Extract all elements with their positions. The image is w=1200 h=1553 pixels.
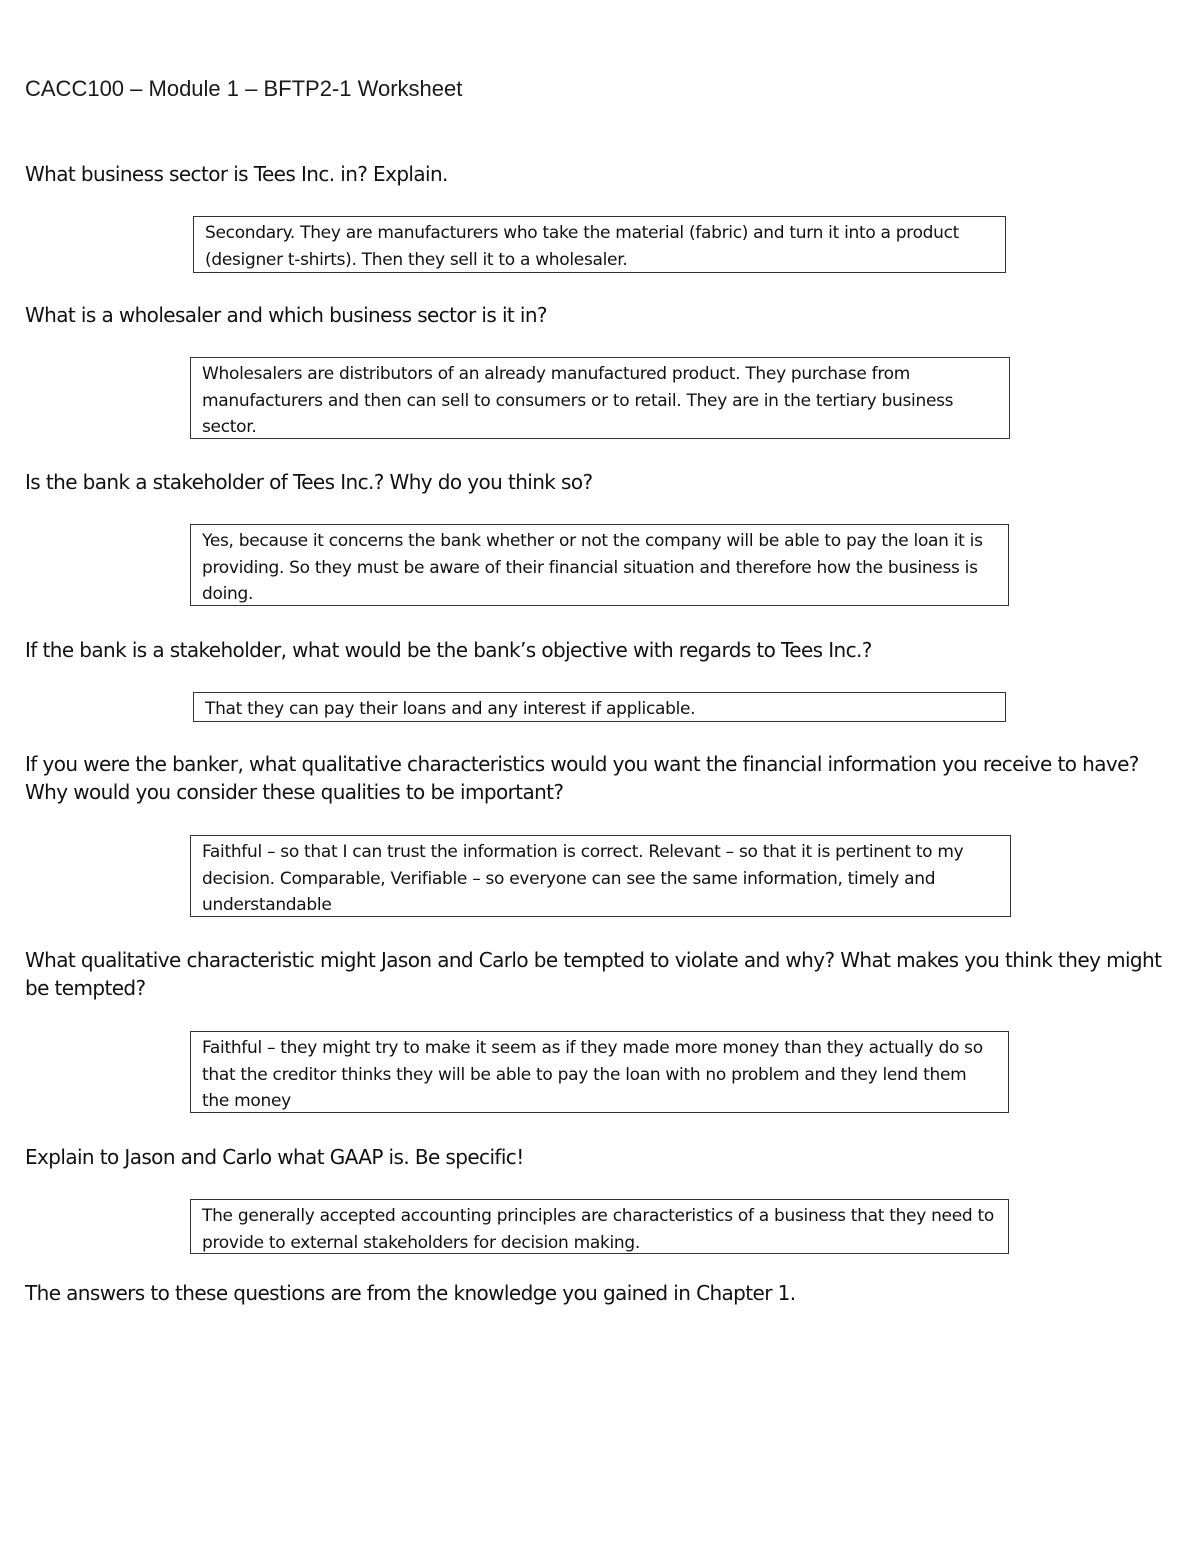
answer-box-6: [190, 1031, 1009, 1113]
answer-box-5: [190, 835, 1011, 917]
question-3: Is the bank a stakeholder of Tees Inc.? Why do you think so?: [25, 470, 593, 494]
answer-text-5: Faithful – so that I can trust the information is correct. Relevant – so that it is pertinent to my decision. Comparable, Verifiable – so everyone can see the same information, timely and understandable: [202, 842, 964, 915]
document-title: CACC100 – Module 1 – BFTP2-1 Worksheet: [25, 76, 463, 101]
answer-text-2: Wholesalers are distributors of an already manufactured product. They purchase from manufacturers and then can sell to consumers or to retail. They are in the tertiary business sector.: [202, 364, 954, 437]
answer-text-3: Yes, because it concerns the bank whether or not the company will be able to pay the loan it is providing. So they must be aware of their financial situation and therefore how the business is doing.: [202, 531, 983, 604]
question-1: What business sector is Tees Inc. in? Explain.: [25, 162, 448, 186]
question-4: If the bank is a stakeholder, what would be the bank’s objective with regards to Tees Inc.?: [25, 638, 872, 662]
answer-box-7: [190, 1199, 1009, 1254]
question-5: If you were the banker, what qualitative characteristics would you want the financial information you receive to have? Why would you consider these qualities to be important?: [25, 752, 1139, 804]
answer-box-3: [190, 524, 1009, 606]
answer-box-4: [193, 692, 1006, 722]
answer-box-2: [190, 357, 1010, 439]
question-7: Explain to Jason and Carlo what GAAP is. Be specific!: [25, 1145, 524, 1169]
answer-box-1: [193, 216, 1006, 273]
answer-text-6: Faithful – they might try to make it seem as if they made more money than they actually do so that the creditor thinks they will be able to pay the loan with no problem and they lend them the money: [202, 1038, 983, 1111]
question-6: What qualitative characteristic might Jason and Carlo be tempted to violate and why? What makes you think they might be tempted?: [25, 948, 1162, 1000]
answer-text-1: Secondary. They are manufacturers who take the material (fabric) and turn it into a product (designer t-shirts). Then they sell it to a wholesaler.: [205, 223, 960, 270]
answer-text-7: The generally accepted accounting principles are characteristics of a business that they need to provide to external stakeholders for decision making.: [202, 1206, 994, 1253]
answer-text-4: That they can pay their loans and any interest if applicable.: [205, 699, 696, 719]
footer-note: The answers to these questions are from the knowledge you gained in Chapter 1.: [25, 1281, 796, 1305]
question-2: What is a wholesaler and which business sector is it in?: [25, 303, 547, 327]
